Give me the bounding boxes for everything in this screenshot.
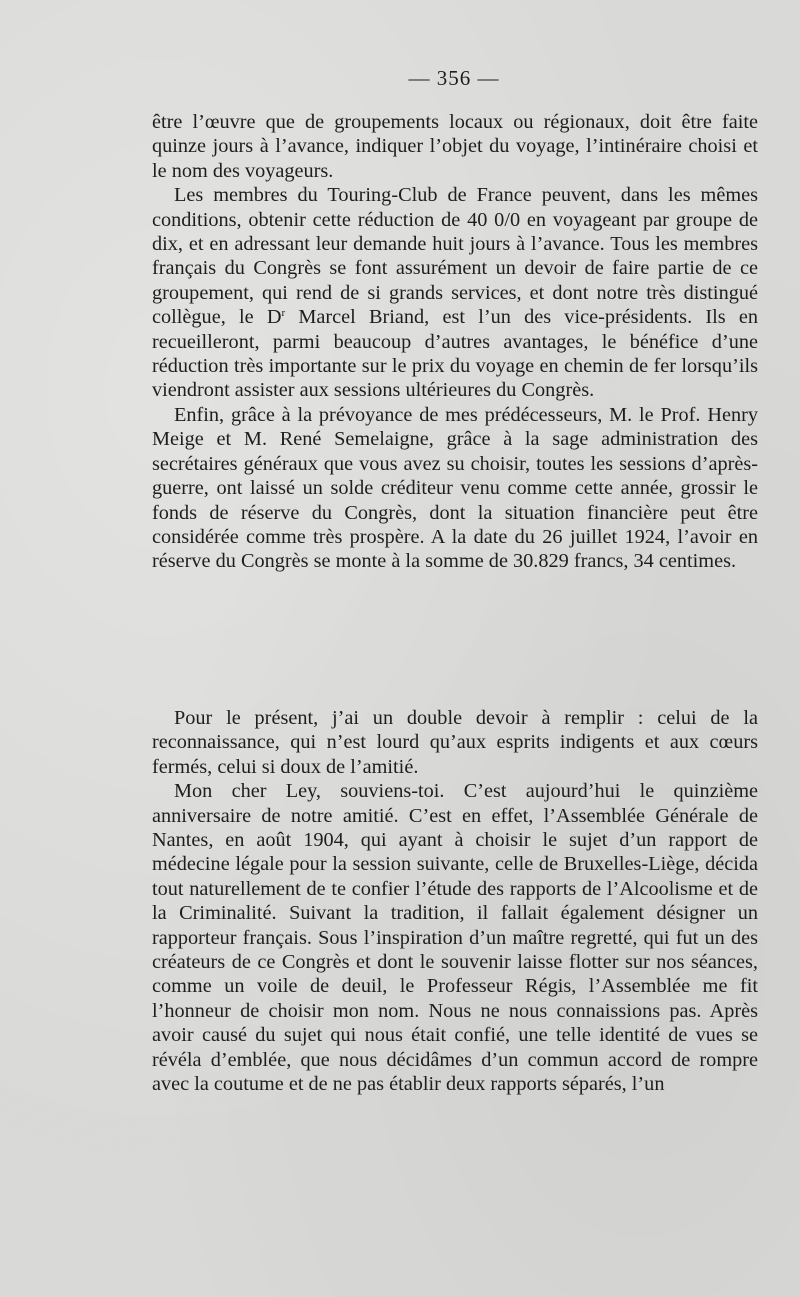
text-section-2 bbox=[152, 706, 758, 1097]
doctor-abbreviation-superscript: r bbox=[281, 307, 286, 320]
text-section-1 bbox=[152, 110, 758, 574]
paragraph-touring-club-text-after: Marcel Briand, est l’un des vice-présidents. Ils en recueilleront, parmi beaucoup d’autres avantages, le bénéfice d’une réduction très importante sur le prix du voyage en chemin de fer lorsqu’ils viendront assister aux sessions ultérieures du Congrès. bbox=[152, 306, 758, 402]
paragraph-double-devoir: Pour le présent, j’ai un double devoir à remplir : celui de la reconnaissance, qui n’est lourd qu’aux esprits indigents et aux cœurs fermés, celui si doux de l’amitié. bbox=[152, 707, 758, 778]
paragraph-finances: Enfin, grâce à la prévoyance de mes prédécesseurs, M. le Prof. Henry Meige et M. René Semelaigne, grâce à la sage administration des secrétaires généraux que vous avez su choisir, toutes les sessions d’après-guerre, ont laissé un solde créditeur venu comme cette année, grossir le fonds de réserve du Congrès, dont la situation financière peut être considérée comme très prospère. A la date du 26 juillet 1924, l’avoir en réserve du Congrès se monte à la somme de 30.829 francs, 34 centimes. bbox=[152, 403, 758, 573]
paragraph-touring-club bbox=[152, 183, 758, 403]
paragraph-touring-club-text-before: Les membres du Touring-Club de France peuvent, dans les mêmes conditions, obtenir cette réduction de 40 0/0 en voyageant par groupe de dix, et en adressant leur demande huit jours à l’avance. Tous les membres français du Congrès se font assurément un devoir de faire partie de ce groupement, qui rend de si grands services, et dont notre très distingué collègue, le D bbox=[152, 184, 758, 329]
page-number: — 356 — bbox=[408, 66, 500, 90]
paragraph-continuation: être l’œuvre que de groupements locaux ou régionaux, doit être faite quinze jours à l’avance, indiquer l’objet du voyage, l’intinéraire choisi et le nom des voyageurs. bbox=[152, 111, 758, 182]
paragraph-mon-cher-ley: Mon cher Ley, souviens-toi. C’est aujourd’hui le quinzième anniversaire de notre amitié. C’est en effet, l’Assemblée Générale de Nantes, en août 1904, qui ayant à choisir le sujet d’un rapport de médecine légale pour la session suivante, celle de Bruxelles-Liège, décida tout naturellement de te confier l’étude des rapports de l’Alcoolisme et de la Criminalité. Suivant la tradition, il fallait également désigner un rapporteur français. Sous l’inspiration d’un maître regretté, qui fut un des créateurs de ce Congrès et dont le souvenir laisse flotter sur nos séances, comme un voile de deuil, le Professeur Régis, l’Assemblée me fit l’honneur de choisir mon nom. Nous ne nous connaissions pas. Après avoir causé du sujet qui nous était confié, une telle identité de vues se révéla d’emblée, que nous décidâmes d’un commun accord de rompre avec la coutume et de ne pas établir deux rapports séparés, l’un bbox=[152, 780, 758, 1096]
